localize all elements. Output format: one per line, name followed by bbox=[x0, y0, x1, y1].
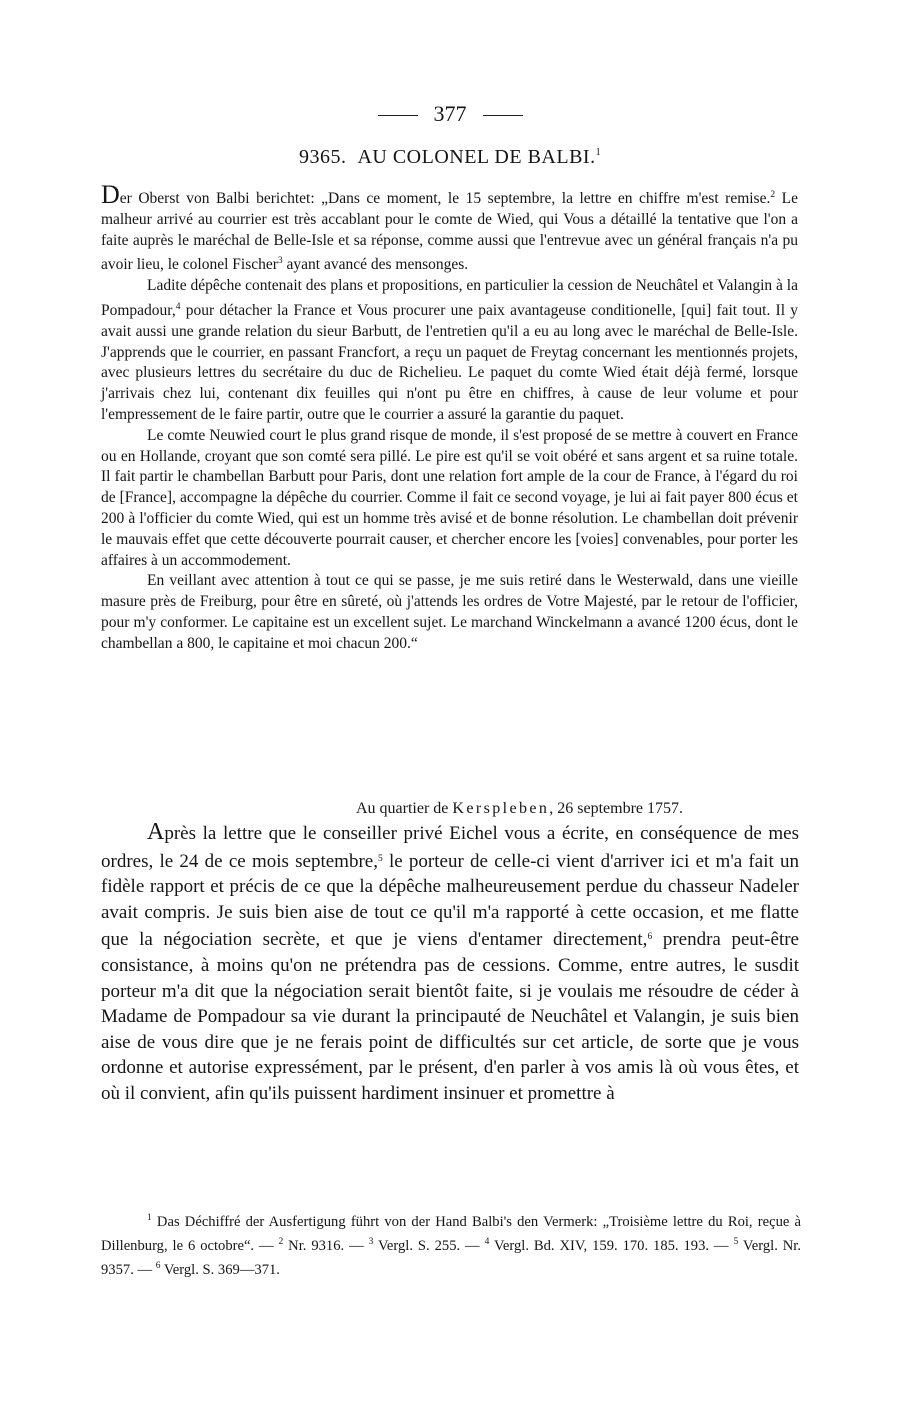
letter-title bbox=[0, 146, 900, 169]
letter-title-text: AU COLONEL DE BALBI. bbox=[357, 146, 596, 168]
page-header bbox=[0, 100, 900, 128]
header-rule-right bbox=[483, 115, 523, 116]
report-paragraph-3: Le comte Neuwied court le plus grand risque de monde, il s'est proposé de se mettre à couvert en France ou en Hollande, croyant que son comté sera pillé. Le pire est qu'il se voit obéré et sans argent et sa ruine totale. Il fait partir le chambellan Barbutt pour Paris, dont une relation fort ample de la cour de France, à l'égard du roi de [France], accompagne la dépêche du courrier. Comme il fait ce second voyage, je lui ai fait payer 800 écus et 200 à l'officier du comte Wied, qui est un homme très avisé et de bonne résolution. Le chambellan doit prévenir le mauvais effet que cette découverte pourrait causer, et chercher encore les [voies] convenables, pour porter les affaires à un accommodement. bbox=[101, 426, 798, 569]
letter-number: 9365. bbox=[298, 146, 347, 168]
footnote-ref: 1 bbox=[595, 147, 602, 158]
report-paragraph-4: En veillant avec attention à tout ce qui se passe, je me suis retiré dans le Westerwald, dans une vieille masure près de Freiburg, pour être en sûreté, où j'attends les ordres de Votre Majesté, par le retour de l'officier, pour m'y conformer. Le capitaine est un excellent sujet. Le marchand Winckelmann a avancé 1200 écus, dont le chambellan a 800, le capitaine et moi chacun 200.“ bbox=[101, 572, 798, 652]
header-rule-left bbox=[378, 115, 418, 116]
footnote-ref: 5 bbox=[377, 853, 383, 864]
footnote-ref: 4 bbox=[175, 301, 181, 312]
drop-cap: D bbox=[101, 180, 120, 209]
footnote-ref: 2 bbox=[770, 190, 776, 200]
initial-capital: A bbox=[147, 819, 165, 845]
main-paragraph: Après la lettre que le conseiller privé Eichel vous a écrite, en conséquence de mes ordres, le 24 de ce mois septembre,$^5$ le porteur de celle-ci vient d'arriver ici et m'a fait un fidèle rapport et précis de ce que la dépêche malheureusement perdue du chasseur Nadeler avait compris. Je suis bien aise de tout ce qu'il m'a rapporté à cette occasion, et me flatte que la négociation secrète, et que je viens d'entamer directement,$^6$ prendra peut-être consistance, à moins qu'on ne prétendra pas de cessions. Comme, entre autres, le susdit porteur m'a dit que la négociation serait bientôt faite, si je voulais me résoudre de céder à Madame de Pompadour sa vie durant la principauté de Neuchâtel et Valangin, je suis bien aise de vous dire que je ne ferais point de difficultés sur cet article, de sorte que je vous ordonne et autorise expressément, par le présent, d'en parler à vos amis là où vous êtes, et où il convient, afin qu'ils puissent hardiment insinuer et promettre à bbox=[101, 819, 799, 1104]
footnotes bbox=[101, 1209, 801, 1280]
page-number: 377 bbox=[433, 101, 467, 126]
footnote-ref: 3 bbox=[277, 256, 283, 267]
main-letter-body bbox=[101, 820, 799, 1107]
dateline: Au quartier de Kerspleben, 26 septembre 1757. bbox=[356, 800, 684, 817]
footnote-block: $^1$ Das Déchiffré der Ausfertigung führt von der Hand Balbi's den Vermerk: „Troisième lettre du Roi, reçue à Dillenburg, le 6 octobre“. — $^2$ Nr. 9316. — $^3$ Vergl. S. 255. — $^4$ Vergl. Bd. XIV, 159. 170. 185. 193. — $^5$ Vergl. Nr. 9357. — $^6$ Vergl. S. 369—371. bbox=[101, 1213, 802, 1278]
balbi-report bbox=[101, 180, 798, 655]
dateline-place: Kerspleben bbox=[452, 800, 550, 817]
footnote-ref: 6 bbox=[647, 932, 653, 943]
report-paragraph-1: Der Oberst von Balbi berichtet: „Dans ce moment, le 15 septembre, la lettre en chiffre m'est remise.$^2$ Le malheur arrivé au courrier est très accablant pour le comte de Wied, qui Vous a détaillé la tentative que l'on a faite auprès le maréchal de Belle-Isle et sa réponse, comme aussi que l'entrevue avec un général français n'a pu avoir lieu, le colonel Fischer$^3$ ayant avancé des mensonges. bbox=[101, 180, 798, 274]
report-paragraph-2: Ladite dépêche contenait des plans et propositions, en particulier la cession de Neuchâtel et Valangin à la Pompadour,$^4$ pour détacher la France et Vous procurer une paix avantageuse conditionelle, [qui] fait tout. Il y avait aussi une grande relation du sieur Barbutt, de l'entretien qu'il a eu au long avec le maréchal de Belle-Isle. J'apprends que le courrier, en passant Francfort, a reçu un paquet de Freytag concernant les mentionnés projets, avec plusieurs lettres du secrétaire du duc de Richelieu. Le paquet du comte Wied était déjà fermé, lorsque j'arrivais chez lui, contenant dix feuilles qui n'ont pu être en chiffres, à cause de leur volume et pour l'empressement de le faire partir, outre que le courrier a assuré la garantie du paquet. bbox=[101, 277, 798, 423]
